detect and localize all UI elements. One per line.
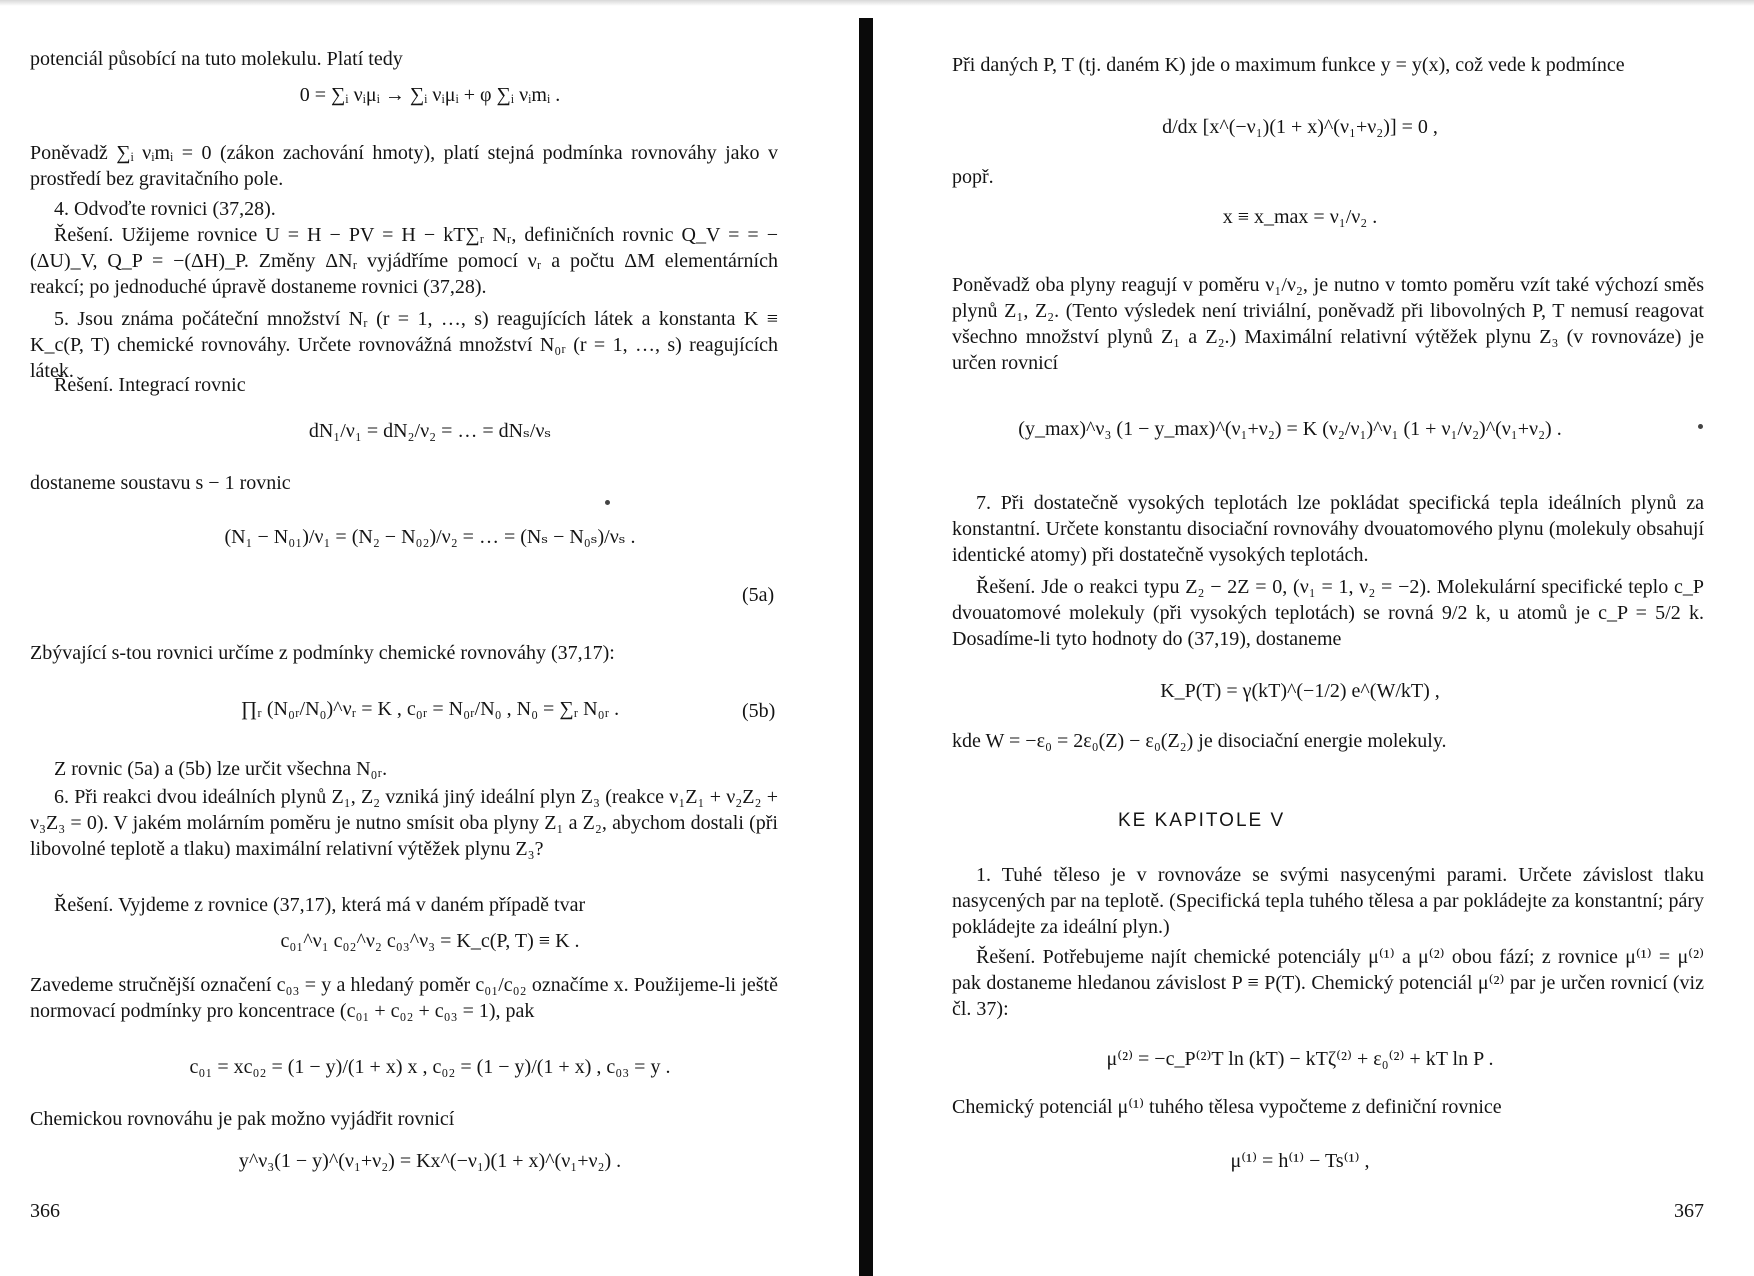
page-number: 366 <box>30 1200 60 1222</box>
left-page <box>0 0 860 1276</box>
equation: ∏ᵣ (N₀ᵣ/N₀)^νᵣ = K , c₀ᵣ = N₀ᵣ/N₀ , N₀ = ∑ᵣ N₀ᵣ . <box>240 698 620 720</box>
paragraph: 6. Při reakci dvou ideálních plynů Z₁, Z₂ vzniká jiný ideální plyn Z₃ (reakce ν₁Z₁ + ν₂Z₂ + ν₃Z₃ = 0). V jakém molárním poměru je nutno smísit oba plyny Z₁ a Z₂, abychom dostali (při libovolné teplotě a tlaku) maximální relativní výtěžek plynu Z₃? <box>30 786 778 860</box>
equation: dN₁/ν₁ = dN₂/ν₂ = … = dNₛ/νₛ <box>308 420 552 442</box>
paragraph: Při daných P, T (tj. daném K) jde o maximum funkce y = y(x), což vede k podmínce <box>952 54 1625 76</box>
paragraph: 4. Odvoďte rovnici (37,28). <box>54 198 276 220</box>
section-heading: KE KAPITOLE V <box>1118 810 1286 831</box>
paragraph: Řešení. Potřebujeme najít chemické potenciály μ⁽¹⁾ a μ⁽²⁾ obou fází; z rovnice μ⁽¹⁾ = μ⁽²⁾ pak dostaneme hledanou závislost P ≡ P(T). Chemický potenciál μ⁽²⁾ par je určen rovnicí (viz čl. 37): <box>952 946 1704 1020</box>
equation: y^ν₃(1 − y)^(ν₁+ν₂) = Kx^(−ν₁)(1 + x)^(ν₁+ν₂) . <box>238 1150 622 1172</box>
page-number: 367 <box>1674 1200 1704 1222</box>
paragraph: Poněvadž oba plyny reagují v poměru ν₁/ν₂, je nutno v tomto poměru vzít také výchozí směs plynů Z₁, Z₂. (Tento výsledek není triviální, poněvadž při libovolných P, T nemusí reagovat všechno množství plynů Z₁ a Z₂.) Maximální relativní výtěžek plynu Z₃ (v rovnováze) je určen rovnicí <box>952 274 1704 374</box>
paragraph: 1. Tuhé těleso je v rovnováze se svými nasycenými parami. Určete závislost tlaku nasycených par na teplotě. (Specifická tepla tuhého tělesa a par pokládejte za konstantní; páry pokládejte za ideální plyn.) <box>952 864 1704 938</box>
paragraph: 7. Při dostatečně vysokých teplotách lze pokládat specifická tepla ideálních plynů za konstantní. Určete konstantu disociační rovnováhy dvouatomového plynu (molekuly obsahují identické atomy) při dostatečně vysokých teplotách. <box>952 492 1704 566</box>
paragraph: potenciál působící na tuto molekulu. Platí tedy <box>30 48 403 70</box>
paragraph: Z rovnic (5a) a (5b) lze určit všechna N₀ᵣ. <box>54 758 388 780</box>
paragraph: Poněvadž ∑ᵢ νᵢmᵢ = 0 (zákon zachování hmoty), platí stejná podmínka rovnováhy jako v prostředí bez gravitačního pole. <box>30 142 778 190</box>
equation: d/dx [x^(−ν₁)(1 + x)^(ν₁+ν₂)] = 0 , <box>1162 116 1438 138</box>
paragraph: Zbývající s-tou rovnici určíme z podmínky chemické rovnováhy (37,17): <box>30 642 615 664</box>
equation: K_P(T) = γ(kT)^(−1/2) e^(W/kT) , <box>1160 680 1440 702</box>
equation: μ⁽¹⁾ = h⁽¹⁾ − Ts⁽¹⁾ , <box>1230 1150 1370 1172</box>
paragraph: Řešení. Vyjdeme z rovnice (37,17), která má v daném případě tvar <box>54 894 586 916</box>
scan-dot <box>605 500 610 505</box>
paragraph: Řešení. Integrací rovnic <box>54 374 246 396</box>
equation-number: (5a) <box>742 584 775 606</box>
scan-dot <box>1698 424 1703 429</box>
paragraph: kde W = −ε₀ = 2ε₀(Z) − ε₀(Z₂) je disociační energie molekuly. <box>952 730 1447 752</box>
paragraph: Řešení. Jde o reakci typu Z₂ − 2Z = 0, (ν₁ = 1, ν₂ = −2). Molekulární specifické teplo c_P dvouatomové molekuly (při vysokých teplotách) se rovná 9/2 k, u atomů je c_P = 5/2 k. Dosadíme-li tyto hodnoty do (37,19), dostaneme <box>952 576 1704 650</box>
paragraph: 5. Jsou známa počáteční množství Nᵣ (r = 1, …, s) reagujících látek a konstanta K ≡ K_c(P, T) chemické rovnováhy. Určete rovnovážná množství N₀ᵣ (r = 1, …, s) reagujících látek. <box>30 308 778 382</box>
equation: (N₁ − N₀₁)/ν₁ = (N₂ − N₀₂)/ν₂ = … = (Nₛ − N₀ₛ)/νₛ . <box>224 526 636 548</box>
equation: c₀₁ = xc₀₂ = (1 − y)/(1 + x) x , c₀₂ = (1 − y)/(1 + x) , c₀₃ = y . <box>189 1056 671 1078</box>
equation: x ≡ x_max = ν₁/ν₂ . <box>1222 206 1378 228</box>
paragraph: Zavedeme stručnější označení c₀₃ = y a hledaný poměr c₀₁/c₀₂ označíme x. Použijeme-li ještě normovací podmínky pro koncentrace (c₀₁ + c₀₂ + c₀₃ = 1), pak <box>30 974 778 1022</box>
equation: c₀₁^ν₁ c₀₂^ν₂ c₀₃^ν₃ = K_c(P, T) ≡ K . <box>280 930 580 952</box>
paragraph: Chemický potenciál μ⁽¹⁾ tuhého tělesa vypočteme z definiční rovnice <box>952 1096 1502 1118</box>
equation: 0 = ∑ᵢ νᵢμᵢ → ∑ᵢ νᵢμᵢ + φ ∑ᵢ νᵢmᵢ . <box>299 84 561 106</box>
paragraph: Chemickou rovnováhu je pak možno vyjádřit rovnicí <box>30 1108 455 1130</box>
equation: (y_max)^ν₃ (1 − y_max)^(ν₁+ν₂) = K (ν₂/ν₁)^ν₁ (1 + ν₁/ν₂)^(ν₁+ν₂) . <box>1018 418 1562 440</box>
right-page <box>880 0 1754 1276</box>
paragraph: Řešení. Užijeme rovnice U = H − PV = H − kT∑ᵣ Nᵣ, definičních rovnic Q_V = = −(ΔU)_V, Q_P = −(ΔH)_P. Změny ΔNᵣ vyjádříme pomocí νᵣ a počtu ΔM elementárních reakcí; po jednoduché úpravě dostaneme rovnici (37,28). <box>30 224 778 298</box>
equation-number: (5b) <box>742 700 776 722</box>
equation: μ⁽²⁾ = −c_P⁽²⁾T ln (kT) − kTζ⁽²⁾ + ε₀⁽²⁾ + kT ln P . <box>1106 1048 1494 1070</box>
paragraph: popř. <box>952 166 994 188</box>
paragraph: dostaneme soustavu s − 1 rovnic <box>30 472 291 494</box>
book-gutter <box>859 18 873 1276</box>
